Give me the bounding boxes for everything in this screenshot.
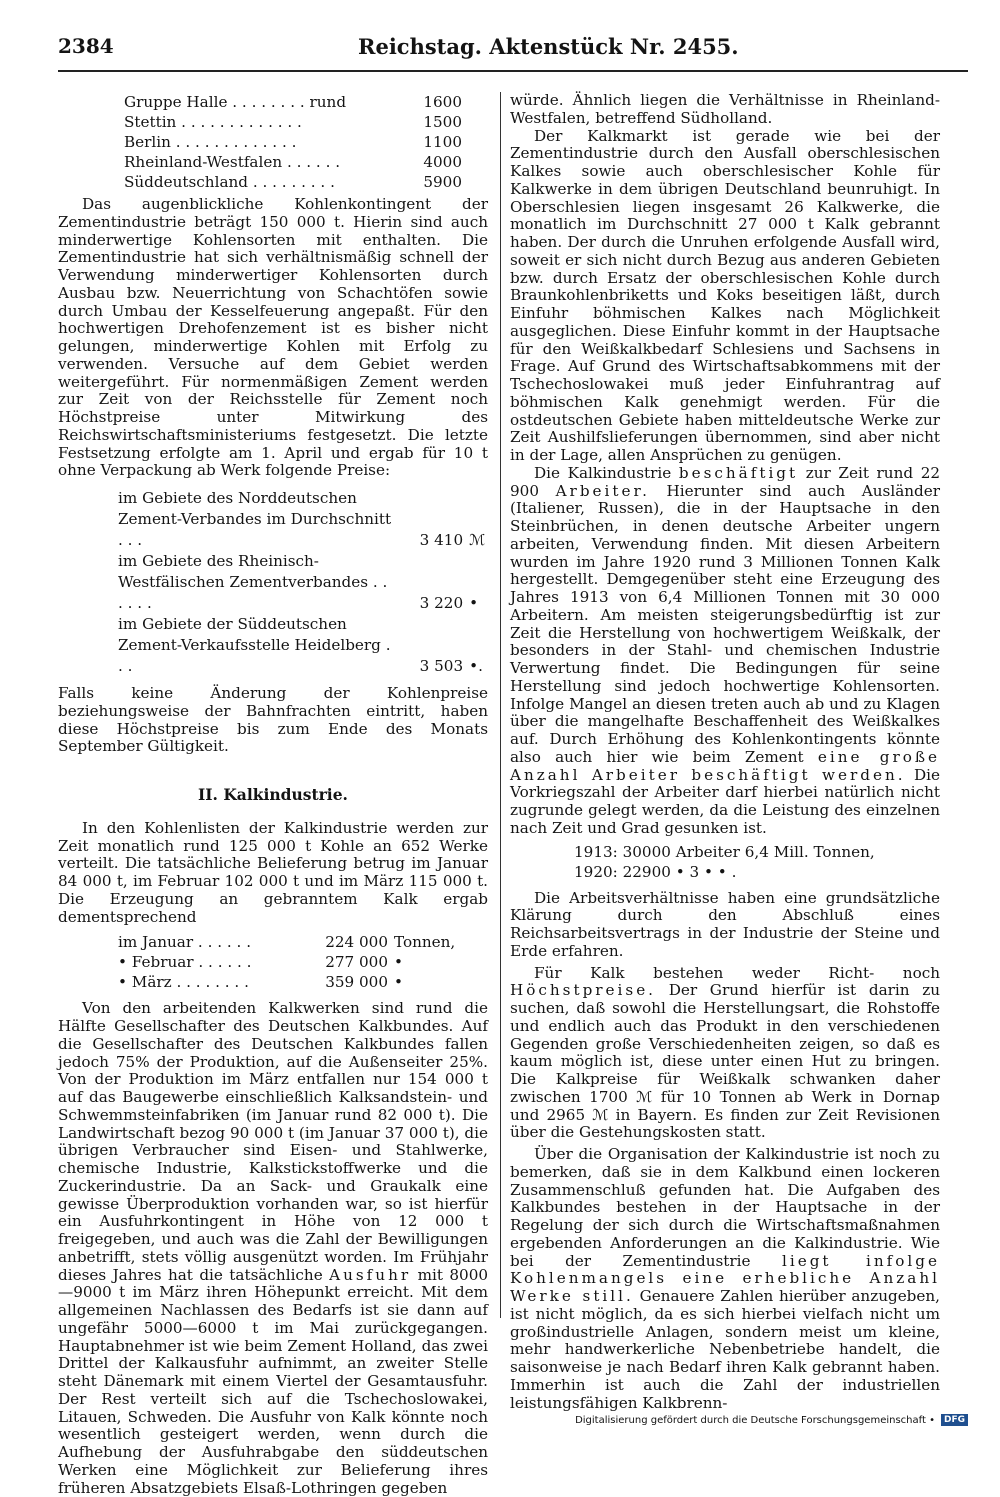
- left-column: [58, 92, 488, 1497]
- list-item: Rheinland-Westfalen . . . . . . 4000: [124, 153, 462, 171]
- paragraph: Der Kalkmarkt ist gerade wie bei der Zementindustrie durch den Ausfall oberschlesischen Kalkes sowie auch oberschlesischer Kohle für Kalkwerke in dem übrigen Deutschland beunruhigt. In Oberschlesien liegen insgesamt 26 Kalkwerke, die monatlich im Durchschnitt 27 000 t Kalk gebrannt haben. Der durch die Unruhen erfolgende Ausfall wird, soweit er sich nicht durch Bezug aus anderen Gebieten bzw. durch Ersatz der oberschlesischen Kohle durch Braunkohlenbriketts und Koks beseitigen läßt, durch Einfuhr böhmischen Kalkes nach Möglichkeit ausgeglichen. Diese Einfuhr kommt in der Hauptsache für den Weißkalkbedarf Schlesiens und Sachsens in Frage. Auf Grund des Wirtschaftsabkommens mit der Tschechoslowakei muß jeder Einfuhrantrag auf böhmischen Kalk genehmigt werden. Für die ostdeutschen Gebiete haben mitteldeutsche Werke zur Zeit Aushilfslieferungen übernommen, sind aber nicht in der Lage, allen Ansprüchen zu genügen.: [510, 126, 940, 464]
- page-number: 2384: [58, 34, 114, 58]
- digitization-credit: Digitalisierung gefördert durch die Deutsche Forschungsgemeinschaft • DFG: [575, 1414, 968, 1426]
- table-row: 1920: 22900 • 3 • • .: [574, 862, 737, 881]
- dfg-logo: DFG: [941, 1414, 968, 1426]
- paragraph: Falls keine Änderung der Kohlenpreise beziehungsweise der Bahnfrachten eintritt, haben diese Höchstpreise bis zum Ende des Monats September Gültigkeit.: [58, 684, 488, 756]
- page-header: [58, 34, 968, 68]
- production-table: [118, 932, 488, 992]
- price-row: im Gebiete der Süddeutschen Zement-Verkaufsstelle Heidelberg . . . 3 503 •.: [118, 615, 483, 675]
- list-item: Süddeutschland . . . . . . . . . 5900: [124, 173, 462, 191]
- price-row: im Gebiete des Rheinisch-Westfälischen Zementverbandes . . . . . . 3 220 •: [118, 552, 479, 612]
- list-item: Stettin . . . . . . . . . . . . . 1500: [124, 113, 462, 131]
- table-row: • Februar . . . . . . 277 000 •: [118, 953, 403, 972]
- table-row: • März . . . . . . . . 359 000 •: [118, 973, 403, 992]
- paragraph: würde. Ähnlich liegen die Verhältnisse in Rheinland-Westfalen, betreffend Südholland.: [510, 91, 940, 127]
- list-item: Gruppe Halle . . . . . . . . rund 1600: [124, 93, 462, 111]
- header-rule: [58, 70, 968, 72]
- right-column: [510, 92, 940, 1412]
- running-title: Reichstag. Aktenstück Nr. 2455.: [358, 34, 739, 59]
- workers-table: [574, 842, 940, 882]
- paragraph: Von den arbeitenden Kalkwerken sind rund die Hälfte Gesellschafter des Deutschen Kalkbundes. Auf die Gesellschafter des Deutschen Kalkbundes fallen jedoch 75% der Produktion, auf die Außenseiter 25%. Von der Produktion im März entfallen nur 154 000 t auf das Baugewerbe einschließlich Kalksandstein- und Schwemmsteinfabriken (im Januar rund 82 000 t). Die Landwirtschaft bezog 90 000 t (im Januar 37 000 t), die übrigen Verbraucher sind Eisen- und Stahlwerke, chemische Industrie, Kalkstickstoffwerke und die Zuckerindustrie. Da an Sack- und Graukalk eine gewisse Überproduktion vorhanden war, so ist hierfür ein Ausfuhrkontingent in Höhe von 12 000 t freigegeben, und auch was die Zahl der Bewilligungen anbetrifft, stets völlig ausgenützt worden. Im Frühjahr dieses Jahres hat die tatsächliche Ausfuhr mit 8000—9000 t im März ihren Höhepunkt erreicht. Mit dem allgemeinen Nachlassen des Bedarfs ist sie dann auf ungefähr 5000—6000 t im Mai zurückgegangen. Hauptabnehmer ist wie beim Zement Holland, das zwei Drittel der Kalkausfuhr aufnimmt, an zweiter Stelle steht Dänemark mit einem Viertel der Gesamtausfuhr. Der Rest verteilt sich auf die Tschechoslowakei, Litauen, Schweden. Die Ausfuhr von Kalk könnte noch wesentlich gesteigert werden, wenn durch die Aufhebung der Ausfuhrabgabe den süddeutschen Werken eine Möglichkeit zur Belieferung ihres früheren Absatzgebiets Elsaß-Lothringen gegeben: [58, 999, 489, 1497]
- paragraph: Die Kalkindustrie beschäftigt zur Zeit rund 22 900 Arbeiter. Hierunter sind auch Ausländer (Italiener, Russen), die in der Hauptsache in den Steinbrüchen, in denen deutsche Arbeiter ungern arbeiten, Verwendung finden. Mit diesen Arbeitern wurden im Jahre 1920 rund 3 Millionen Tonnen Kalk hergestellt. Demgegenüber steht eine Erzeugung des Jahres 1913 von 6,4 Millionen Tonnen mit 30 000 Arbeitern. Am meisten steigerungsbedürftig ist zur Zeit die Herstellung von hochwertigem Weißkalk, der besonders in der Stahl- und chemischen Industrie Verwertung findet. Die Bedingungen für seine Herstellung sind jedoch hochwertige Kohlensorten. Infolge Mangel an diesen treten auch ab und zu Klagen über die mangelhafte Beschaffenheit des Weißkalkes auf. Durch Erhöhung des Kohlenkontingents könnte also auch hier wie beim Zement eine große Anzahl Arbeiter beschäftigt werden. Die Vorkriegszahl der Arbeiter darf hierbei natürlich nicht zugrunde gelegt werden, da die Leistung des einzelnen nach Zeit und Grad gesunken ist.: [510, 463, 941, 837]
- column-divider: [500, 92, 501, 1318]
- price-table: [118, 488, 488, 677]
- paragraph: In den Kohlenlisten der Kalkindustrie werden zur Zeit monatlich rund 125 000 t Kohle an 652 Werke verteilt. Die tatsächliche Belieferung betrug im Januar 84 000 t, im Februar 102 000 t und im März 115 000 t. Die Erzeugung an gebranntem Kalk ergab dementsprechend: [58, 818, 488, 926]
- price-row: im Gebiete des Norddeutschen Zement-Verbandes im Durchschnitt . . . 3 410 ℳ: [118, 489, 486, 549]
- coal-groups-list: [124, 92, 488, 192]
- paragraph: Für Kalk bestehen weder Richt- noch Höchstpreise. Der Grund hierfür ist darin zu suchen, daß sowohl die Herstellungsart, die Rohstoffe und endlich auch das Produkt in den verschiedenen Gegenden große Verschiedenheiten zeigen, so daß es kaum möglich ist, diese unter einen Hut zu bringen. Die Kalkpreise für Weißkalk schwanken daher zwischen 1700 ℳ für 10 Tonnen ab Werk in Dornap und 2965 ℳ in Bayern. Es finden zur Zeit Revisionen über die Gestehungskosten statt.: [510, 963, 940, 1142]
- list-item: Berlin . . . . . . . . . . . . . 1100: [124, 133, 462, 151]
- table-row: 1913: 30000 Arbeiter 6,4 Mill. Tonnen,: [574, 842, 875, 861]
- paragraph: Über die Organisation der Kalkindustrie ist noch zu bemerken, daß sie in dem Kalkbund einen lockeren Zusammenschluß gefunden hat. Die Aufgaben des Kalkbundes bestehen in der Hauptsache in der Regelung der sich durch die Wirtschaftsmaßnahmen ergebenden Anforderungen an die Kalkindustrie. Wie bei der Zementindustrie liegt infolge Kohlenmangels eine erhebliche Anzahl Werke still. Genauere Zahlen hierüber anzugeben, ist nicht möglich, da es sich hierbei vielfach nicht um großindustrielle Anlagen, sondern meist um kleine, mehr handwerkerliche Nebenbetriebe handelt, die saisonweise je nach Bedarf ihren Kalk gebrannt haben. Immerhin ist auch die Zahl der industriellen leistungsfähigen Kalkbrenn-: [510, 1145, 941, 1412]
- table-row: im Januar . . . . . . 224 000 Tonnen,: [118, 933, 456, 952]
- paragraph: Das augenblickliche Kohlenkontingent der Zementindustrie beträgt 150 000 t. Hierin sind auch minderwertige Kohlensorten mit enthalten. Die Zementindustrie hat sich verhältnismäßig schnell der Verwendung minderwertiger Kohlensorten durch Ausbau bzw. Neuerrichtung von Schachtöfen sowie durch Umbau der Kesselfeuerung angepaßt. Für den hochwertigen Drehofenzement ist es bisher nicht gelungen, minderwertige Kohlen mit Erfolg zu verwenden. Versuche auf dem Gebiet werden weitergeführt. Für normenmäßigen Zement werden zur Zeit von der Reichsstelle für Zement noch Höchstpreise unter Mitwirkung des Reichswirtschaftsministeriums festgesetzt. Die letzte Festsetzung erfolgte am 1. April und ergab für 10 t ohne Verpackung ab Werk folgende Preise:: [58, 195, 488, 480]
- paragraph: Die Arbeitsverhältnisse haben eine grundsätzliche Klärung durch den Abschluß eines Reichsarbeitsvertrags in der Industrie der Steine und Erde erfahren.: [510, 888, 940, 960]
- section-heading: II. Kalkindustrie.: [198, 785, 348, 804]
